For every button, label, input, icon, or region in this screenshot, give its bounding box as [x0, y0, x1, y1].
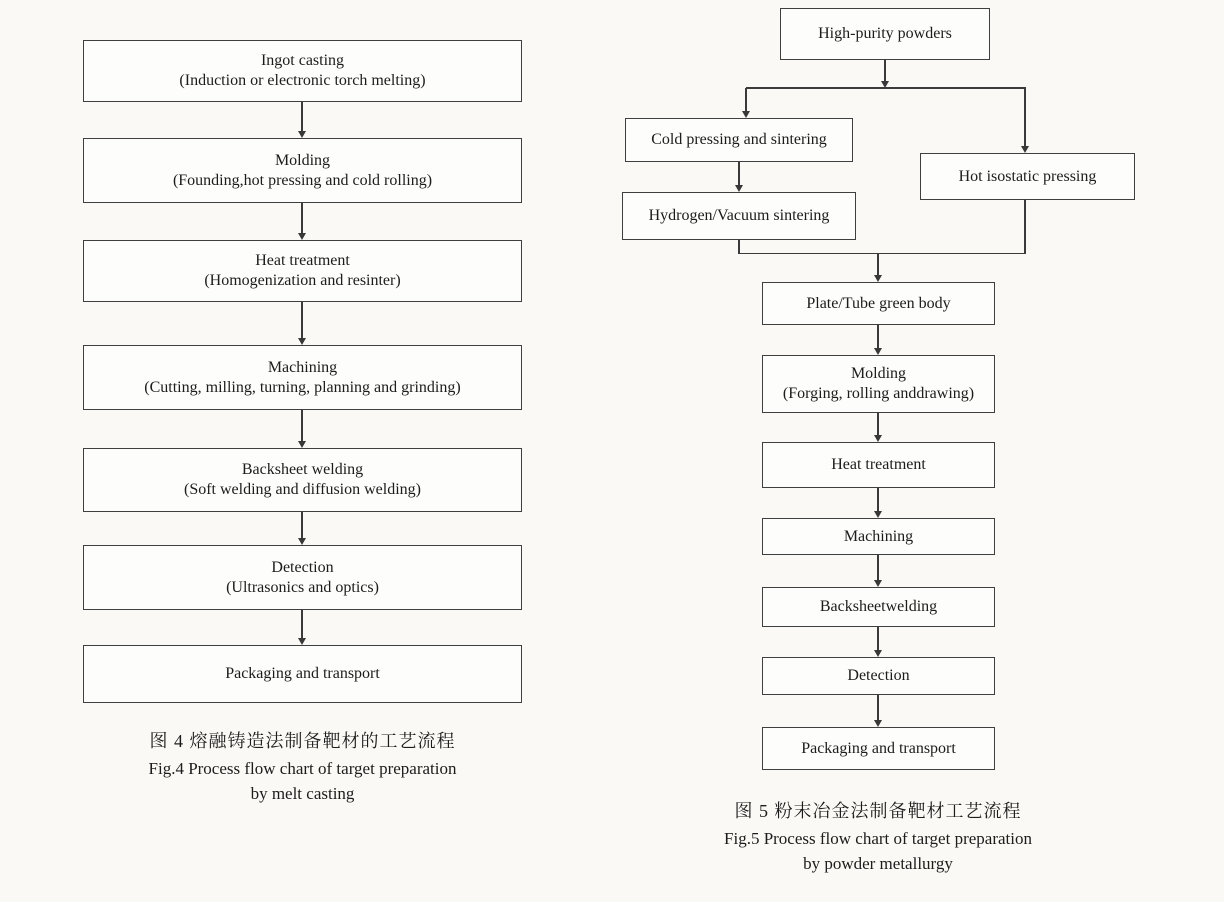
flow-arrow-down	[741, 88, 751, 118]
box-subtitle: (Induction or electronic torch melting)	[179, 72, 426, 89]
flow-box-heat-treatment	[762, 442, 995, 488]
flow-box-hot-isostatic-pressing	[920, 153, 1135, 200]
box-title: Packaging and transport	[801, 739, 956, 757]
box-title: Machining	[843, 527, 914, 545]
box-title: Heat treatment	[255, 252, 350, 270]
box-title: Detection	[847, 667, 910, 685]
box-title: Packaging and transport	[225, 665, 380, 683]
flow-box-machining	[762, 518, 995, 555]
box-title: Molding	[850, 365, 907, 383]
figure-5-caption-en-line1: Fig.5 Process flow chart of target preparation	[724, 829, 1032, 848]
figure-4-caption-en-line1: Fig.4 Process flow chart of target preparation	[148, 759, 457, 778]
figure-5-caption-zh: 图 5 粉末冶金法制备靶材工艺流程	[734, 801, 1022, 821]
box-subtitle: (Founding,hot pressing and cold rolling)	[172, 171, 433, 189]
figure-5-caption	[648, 796, 1108, 876]
box-title: Backsheet welding	[241, 461, 364, 479]
flow-box-backsheet-welding	[762, 587, 995, 627]
box-title: Detection	[271, 558, 334, 576]
flow-box-cold-pressing	[625, 118, 853, 162]
flow-arrow-down	[873, 325, 883, 355]
connector-line	[1024, 200, 1026, 254]
box-title: Hot isostatic pressing	[958, 167, 1097, 185]
flow-arrow-down	[734, 162, 744, 192]
flow-arrow-down	[873, 627, 883, 657]
box-title: Backsheetwelding	[819, 598, 938, 616]
flow-box-detection	[762, 657, 995, 695]
flow-arrow-down	[1020, 88, 1030, 153]
flow-box-hydrogen-vacuum-sintering	[622, 192, 856, 240]
flow-arrow-down	[873, 488, 883, 518]
box-subtitle: (Soft welding and diffusion welding)	[183, 481, 421, 498]
box-title: High-purity powders	[818, 25, 952, 43]
box-title: Cold pressing and sintering	[651, 131, 827, 149]
box-subtitle: (Forging, rolling anddrawing)	[782, 385, 975, 402]
flow-box-molding	[762, 355, 995, 413]
box-subtitle: (Homogenization and resinter)	[204, 272, 401, 289]
flow-arrow-down	[873, 555, 883, 587]
flow-arrow-down	[873, 413, 883, 442]
box-subtitle: (Cutting, milling, turning, planning and grinding)	[144, 378, 461, 396]
flow-box-packaging	[762, 727, 995, 770]
box-title: Heat treatment	[831, 456, 926, 474]
box-title: Hydrogen/Vacuum sintering	[648, 207, 830, 225]
flow-arrow-down	[880, 60, 890, 88]
connector-split-line	[746, 87, 1026, 89]
figure-4-caption-zh: 图 4 熔融铸造法制备靶材的工艺流程	[149, 731, 456, 751]
box-title: Plate/Tube green body	[806, 294, 951, 312]
box-subtitle: (Ultrasonics and optics)	[226, 578, 379, 596]
flow-arrow-down	[873, 253, 883, 282]
flow-box-high-purity-powders	[780, 8, 990, 60]
figure-5-caption-en-line2: by powder metallurgy	[803, 854, 953, 873]
box-title: Ingot casting	[260, 52, 345, 70]
figure-4-caption-en-line2: by melt casting	[250, 784, 355, 803]
flow-box-plate-tube-green-body	[762, 282, 995, 325]
box-title: Molding	[274, 151, 331, 169]
flow-arrow-down	[873, 695, 883, 727]
box-title: Machining	[267, 358, 338, 376]
